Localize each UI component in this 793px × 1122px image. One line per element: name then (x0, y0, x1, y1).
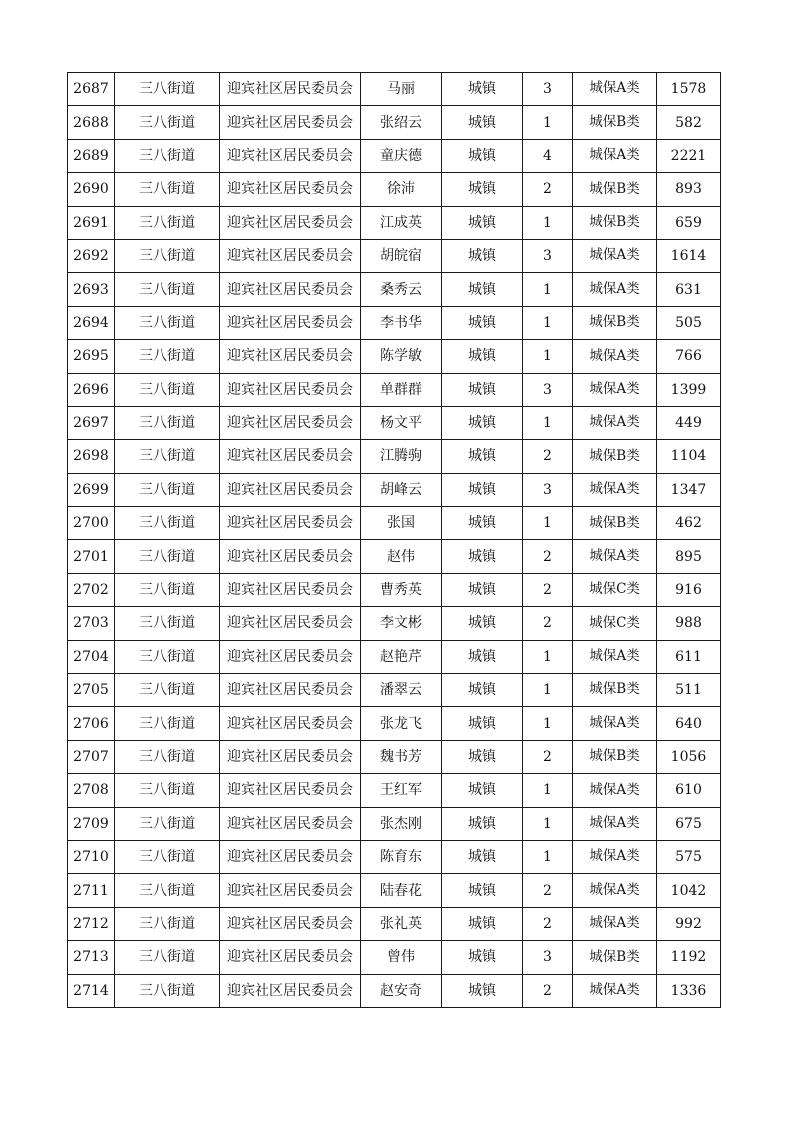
cell-person-count: 1 (523, 840, 573, 873)
cell-community: 迎宾社区居民委员会 (220, 139, 361, 172)
cell-person-count: 1 (523, 707, 573, 740)
cell-amount: 1399 (657, 373, 721, 406)
cell-person-count: 2 (523, 874, 573, 907)
cell-community: 迎宾社区居民委员会 (220, 640, 361, 673)
cell-person-count: 2 (523, 974, 573, 1007)
cell-community: 迎宾社区居民委员会 (220, 874, 361, 907)
cell-category: 城保B类 (573, 306, 657, 339)
cell-community: 迎宾社区居民委员会 (220, 573, 361, 606)
cell-person-count: 1 (523, 340, 573, 373)
cell-street: 三八街道 (115, 573, 220, 606)
cell-household-type: 城镇 (442, 907, 523, 940)
cell-household-type: 城镇 (442, 139, 523, 172)
table-row (68, 173, 721, 206)
cell-person-count: 2 (523, 907, 573, 940)
table-row (68, 874, 721, 907)
cell-name: 张绍云 (361, 106, 442, 139)
cell-person-count: 1 (523, 273, 573, 306)
cell-community: 迎宾社区居民委员会 (220, 406, 361, 439)
cell-street: 三八街道 (115, 540, 220, 573)
table-row (68, 306, 721, 339)
cell-person-count: 1 (523, 206, 573, 239)
cell-name: 陈学敏 (361, 340, 442, 373)
cell-name: 赵艳芹 (361, 640, 442, 673)
cell-name: 张龙飞 (361, 707, 442, 740)
table-row (68, 473, 721, 506)
table-row (68, 239, 721, 272)
cell-household-type: 城镇 (442, 340, 523, 373)
cell-record-number: 2710 (68, 840, 115, 873)
cell-category: 城保A类 (573, 139, 657, 172)
cell-street: 三八街道 (115, 941, 220, 974)
cell-category: 城保A类 (573, 73, 657, 106)
cell-name: 胡峰云 (361, 473, 442, 506)
cell-household-type: 城镇 (442, 874, 523, 907)
cell-household-type: 城镇 (442, 607, 523, 640)
cell-community: 迎宾社区居民委员会 (220, 707, 361, 740)
cell-household-type: 城镇 (442, 707, 523, 740)
cell-amount: 1578 (657, 73, 721, 106)
cell-record-number: 2699 (68, 473, 115, 506)
table-row (68, 440, 721, 473)
table-row (68, 974, 721, 1007)
cell-name: 杨文平 (361, 406, 442, 439)
table-row (68, 273, 721, 306)
cell-household-type: 城镇 (442, 473, 523, 506)
cell-household-type: 城镇 (442, 306, 523, 339)
cell-street: 三八街道 (115, 507, 220, 540)
cell-record-number: 2705 (68, 674, 115, 707)
cell-street: 三八街道 (115, 73, 220, 106)
cell-amount: 1056 (657, 740, 721, 773)
cell-category: 城保A类 (573, 907, 657, 940)
cell-street: 三八街道 (115, 674, 220, 707)
cell-record-number: 2707 (68, 740, 115, 773)
cell-household-type: 城镇 (442, 540, 523, 573)
cell-street: 三八街道 (115, 406, 220, 439)
cell-category: 城保B类 (573, 674, 657, 707)
cell-street: 三八街道 (115, 774, 220, 807)
cell-household-type: 城镇 (442, 807, 523, 840)
cell-record-number: 2692 (68, 239, 115, 272)
cell-amount: 1192 (657, 941, 721, 974)
cell-community: 迎宾社区居民委员会 (220, 807, 361, 840)
cell-community: 迎宾社区居民委员会 (220, 273, 361, 306)
cell-street: 三八街道 (115, 106, 220, 139)
cell-record-number: 2687 (68, 73, 115, 106)
cell-amount: 675 (657, 807, 721, 840)
cell-household-type: 城镇 (442, 941, 523, 974)
cell-name: 江腾驹 (361, 440, 442, 473)
cell-community: 迎宾社区居民委员会 (220, 907, 361, 940)
table-row (68, 340, 721, 373)
cell-community: 迎宾社区居民委员会 (220, 473, 361, 506)
cell-record-number: 2691 (68, 206, 115, 239)
cell-community: 迎宾社区居民委员会 (220, 440, 361, 473)
cell-record-number: 2704 (68, 640, 115, 673)
table-row (68, 206, 721, 239)
cell-person-count: 1 (523, 807, 573, 840)
cell-person-count: 2 (523, 607, 573, 640)
cell-street: 三八街道 (115, 306, 220, 339)
cell-category: 城保A类 (573, 273, 657, 306)
cell-category: 城保A类 (573, 640, 657, 673)
cell-amount: 1347 (657, 473, 721, 506)
cell-category: 城保B类 (573, 740, 657, 773)
cell-amount: 988 (657, 607, 721, 640)
cell-household-type: 城镇 (442, 674, 523, 707)
cell-category: 城保B类 (573, 173, 657, 206)
cell-amount: 640 (657, 707, 721, 740)
cell-person-count: 2 (523, 173, 573, 206)
table-row (68, 941, 721, 974)
table-row (68, 674, 721, 707)
cell-community: 迎宾社区居民委员会 (220, 239, 361, 272)
cell-name: 陈育东 (361, 840, 442, 873)
table-row (68, 840, 721, 873)
cell-name: 单群群 (361, 373, 442, 406)
cell-household-type: 城镇 (442, 974, 523, 1007)
cell-name: 马丽 (361, 73, 442, 106)
cell-street: 三八街道 (115, 173, 220, 206)
cell-category: 城保B类 (573, 507, 657, 540)
cell-street: 三八街道 (115, 239, 220, 272)
cell-street: 三八街道 (115, 206, 220, 239)
cell-amount: 893 (657, 173, 721, 206)
cell-amount: 916 (657, 573, 721, 606)
cell-category: 城保A类 (573, 406, 657, 439)
cell-household-type: 城镇 (442, 573, 523, 606)
cell-category: 城保A类 (573, 807, 657, 840)
cell-street: 三八街道 (115, 840, 220, 873)
cell-record-number: 2690 (68, 173, 115, 206)
cell-person-count: 1 (523, 640, 573, 673)
cell-street: 三八街道 (115, 373, 220, 406)
cell-record-number: 2698 (68, 440, 115, 473)
cell-record-number: 2693 (68, 273, 115, 306)
table-body (68, 73, 721, 1008)
cell-street: 三八街道 (115, 707, 220, 740)
cell-record-number: 2701 (68, 540, 115, 573)
cell-name: 赵安奇 (361, 974, 442, 1007)
cell-amount: 1614 (657, 239, 721, 272)
cell-street: 三八街道 (115, 607, 220, 640)
cell-community: 迎宾社区居民委员会 (220, 774, 361, 807)
cell-community: 迎宾社区居民委员会 (220, 507, 361, 540)
cell-community: 迎宾社区居民委员会 (220, 106, 361, 139)
cell-category: 城保A类 (573, 774, 657, 807)
cell-community: 迎宾社区居民委员会 (220, 974, 361, 1007)
cell-amount: 611 (657, 640, 721, 673)
cell-category: 城保C类 (573, 573, 657, 606)
cell-category: 城保A类 (573, 840, 657, 873)
table-row (68, 907, 721, 940)
cell-community: 迎宾社区居民委员会 (220, 373, 361, 406)
cell-record-number: 2714 (68, 974, 115, 1007)
cell-name: 曾伟 (361, 941, 442, 974)
records-table (67, 72, 721, 1008)
cell-category: 城保A类 (573, 340, 657, 373)
cell-person-count: 1 (523, 106, 573, 139)
cell-household-type: 城镇 (442, 239, 523, 272)
cell-category: 城保A类 (573, 373, 657, 406)
cell-person-count: 3 (523, 473, 573, 506)
cell-category: 城保A类 (573, 540, 657, 573)
table-row (68, 507, 721, 540)
cell-street: 三八街道 (115, 139, 220, 172)
cell-community: 迎宾社区居民委员会 (220, 840, 361, 873)
cell-amount: 1104 (657, 440, 721, 473)
cell-amount: 610 (657, 774, 721, 807)
cell-amount: 766 (657, 340, 721, 373)
cell-person-count: 1 (523, 507, 573, 540)
cell-community: 迎宾社区居民委员会 (220, 941, 361, 974)
cell-person-count: 3 (523, 239, 573, 272)
cell-name: 胡皖宿 (361, 239, 442, 272)
cell-community: 迎宾社区居民委员会 (220, 674, 361, 707)
cell-name: 童庆德 (361, 139, 442, 172)
cell-street: 三八街道 (115, 874, 220, 907)
cell-street: 三八街道 (115, 340, 220, 373)
cell-person-count: 4 (523, 139, 573, 172)
cell-name: 潘翠云 (361, 674, 442, 707)
cell-amount: 449 (657, 406, 721, 439)
cell-category: 城保B类 (573, 440, 657, 473)
cell-category: 城保A类 (573, 473, 657, 506)
table-row (68, 640, 721, 673)
cell-household-type: 城镇 (442, 640, 523, 673)
cell-person-count: 3 (523, 373, 573, 406)
cell-name: 李文彬 (361, 607, 442, 640)
cell-household-type: 城镇 (442, 373, 523, 406)
cell-community: 迎宾社区居民委员会 (220, 73, 361, 106)
cell-street: 三八街道 (115, 473, 220, 506)
cell-record-number: 2706 (68, 707, 115, 740)
cell-street: 三八街道 (115, 807, 220, 840)
cell-household-type: 城镇 (442, 840, 523, 873)
cell-street: 三八街道 (115, 740, 220, 773)
cell-amount: 582 (657, 106, 721, 139)
cell-amount: 575 (657, 840, 721, 873)
cell-record-number: 2700 (68, 507, 115, 540)
cell-record-number: 2689 (68, 139, 115, 172)
cell-household-type: 城镇 (442, 774, 523, 807)
cell-name: 张国 (361, 507, 442, 540)
cell-person-count: 1 (523, 774, 573, 807)
cell-record-number: 2711 (68, 874, 115, 907)
table-row (68, 607, 721, 640)
cell-street: 三八街道 (115, 273, 220, 306)
cell-name: 赵伟 (361, 540, 442, 573)
cell-community: 迎宾社区居民委员会 (220, 173, 361, 206)
cell-category: 城保B类 (573, 106, 657, 139)
cell-community: 迎宾社区居民委员会 (220, 340, 361, 373)
cell-name: 江成英 (361, 206, 442, 239)
table-row (68, 807, 721, 840)
cell-person-count: 2 (523, 540, 573, 573)
cell-household-type: 城镇 (442, 273, 523, 306)
cell-street: 三八街道 (115, 640, 220, 673)
cell-category: 城保A类 (573, 974, 657, 1007)
table-row (68, 106, 721, 139)
cell-category: 城保A类 (573, 874, 657, 907)
cell-person-count: 1 (523, 406, 573, 439)
table-row (68, 406, 721, 439)
cell-person-count: 3 (523, 941, 573, 974)
cell-person-count: 2 (523, 573, 573, 606)
cell-name: 李书华 (361, 306, 442, 339)
cell-amount: 992 (657, 907, 721, 940)
cell-household-type: 城镇 (442, 173, 523, 206)
cell-category: 城保C类 (573, 607, 657, 640)
cell-name: 陆春花 (361, 874, 442, 907)
cell-community: 迎宾社区居民委员会 (220, 306, 361, 339)
table-row (68, 740, 721, 773)
table-row (68, 73, 721, 106)
cell-category: 城保A类 (573, 239, 657, 272)
cell-record-number: 2696 (68, 373, 115, 406)
cell-record-number: 2694 (68, 306, 115, 339)
cell-amount: 631 (657, 273, 721, 306)
cell-amount: 2221 (657, 139, 721, 172)
cell-amount: 511 (657, 674, 721, 707)
cell-community: 迎宾社区居民委员会 (220, 740, 361, 773)
cell-person-count: 2 (523, 440, 573, 473)
cell-amount: 659 (657, 206, 721, 239)
cell-household-type: 城镇 (442, 440, 523, 473)
cell-record-number: 2708 (68, 774, 115, 807)
cell-community: 迎宾社区居民委员会 (220, 607, 361, 640)
cell-street: 三八街道 (115, 974, 220, 1007)
table-row (68, 774, 721, 807)
cell-name: 魏书芳 (361, 740, 442, 773)
cell-name: 曹秀英 (361, 573, 442, 606)
cell-record-number: 2695 (68, 340, 115, 373)
cell-name: 徐沛 (361, 173, 442, 206)
cell-household-type: 城镇 (442, 406, 523, 439)
cell-record-number: 2712 (68, 907, 115, 940)
cell-amount: 505 (657, 306, 721, 339)
cell-person-count: 3 (523, 73, 573, 106)
cell-record-number: 2697 (68, 406, 115, 439)
cell-household-type: 城镇 (442, 106, 523, 139)
cell-amount: 1042 (657, 874, 721, 907)
cell-household-type: 城镇 (442, 206, 523, 239)
cell-household-type: 城镇 (442, 507, 523, 540)
table-row (68, 707, 721, 740)
cell-category: 城保B类 (573, 941, 657, 974)
cell-street: 三八街道 (115, 440, 220, 473)
cell-community: 迎宾社区居民委员会 (220, 206, 361, 239)
cell-name: 张礼英 (361, 907, 442, 940)
cell-record-number: 2713 (68, 941, 115, 974)
cell-category: 城保A类 (573, 707, 657, 740)
table-row (68, 139, 721, 172)
cell-name: 张杰刚 (361, 807, 442, 840)
table-row (68, 540, 721, 573)
cell-amount: 895 (657, 540, 721, 573)
cell-household-type: 城镇 (442, 73, 523, 106)
cell-record-number: 2702 (68, 573, 115, 606)
cell-category: 城保B类 (573, 206, 657, 239)
cell-amount: 462 (657, 507, 721, 540)
cell-community: 迎宾社区居民委员会 (220, 540, 361, 573)
cell-name: 王红军 (361, 774, 442, 807)
cell-person-count: 1 (523, 306, 573, 339)
cell-record-number: 2703 (68, 607, 115, 640)
cell-person-count: 2 (523, 740, 573, 773)
table-row (68, 373, 721, 406)
cell-amount: 1336 (657, 974, 721, 1007)
cell-record-number: 2688 (68, 106, 115, 139)
cell-household-type: 城镇 (442, 740, 523, 773)
cell-record-number: 2709 (68, 807, 115, 840)
cell-name: 桑秀云 (361, 273, 442, 306)
table-row (68, 573, 721, 606)
cell-street: 三八街道 (115, 907, 220, 940)
cell-person-count: 1 (523, 674, 573, 707)
